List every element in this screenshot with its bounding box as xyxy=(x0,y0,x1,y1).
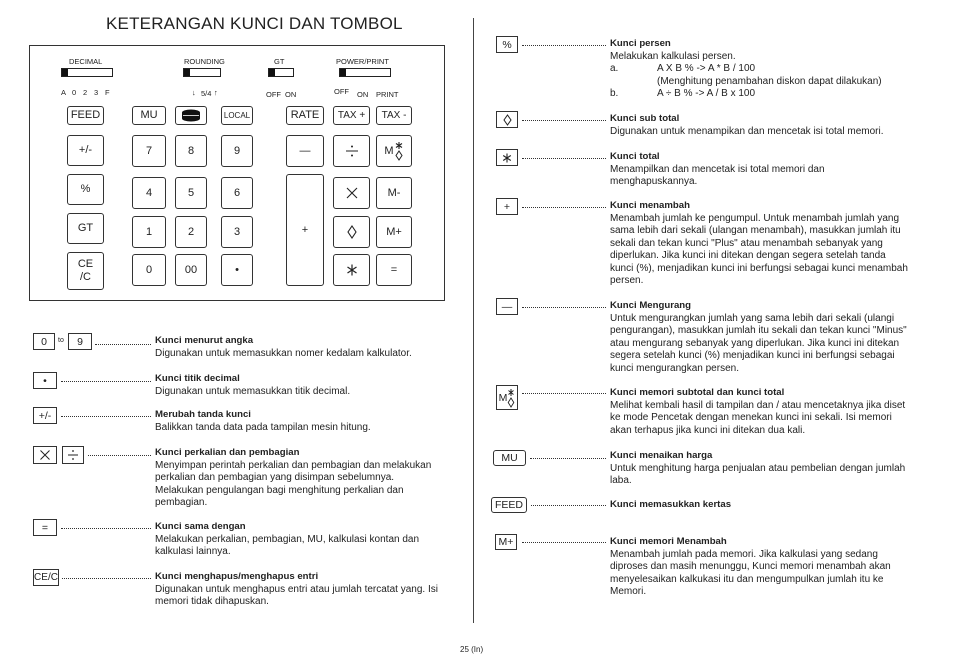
entry-desc-line: atau mengurang sebanyak yang diperlukan. Jika kunci ini ditekan xyxy=(610,337,900,349)
key-5[interactable]: 5 xyxy=(175,177,207,209)
entry-digit-keys xyxy=(155,335,465,360)
formula-a-note-row xyxy=(610,76,930,89)
entry-desc-line: persen. xyxy=(610,275,644,286)
key-7[interactable]: 7 xyxy=(132,135,166,167)
gt-switch[interactable] xyxy=(268,68,294,77)
entry-desc-line: Digunakan untuk memasukkan titik decimal. xyxy=(155,385,351,397)
decimal-tick-2: 2 xyxy=(83,88,88,97)
decimal-tick-a: A xyxy=(61,88,67,97)
legend-key-0: 0 xyxy=(33,333,55,350)
m-subtotal-total-key[interactable] xyxy=(376,135,412,167)
entry-heading: Kunci persen xyxy=(610,38,671,49)
m-key-label: M xyxy=(498,391,508,404)
calculator-panel xyxy=(29,45,445,301)
percent-key[interactable]: % xyxy=(67,174,104,205)
legend-key-equals: = xyxy=(33,519,57,536)
mu-key[interactable]: MU xyxy=(132,106,166,125)
asterisk-icon xyxy=(502,153,512,163)
entry-equals-key xyxy=(155,521,465,559)
leader-dots xyxy=(95,344,151,345)
legend-key-mu: MU xyxy=(493,450,526,466)
leader-dots xyxy=(531,505,606,506)
entry-desc-line: perkalian dan pembagian yang disimpan sebelumnya. xyxy=(155,472,395,483)
entry-desc-line: sama lebih dari sekali (ulangan menambah), masukkan jumlah itu xyxy=(610,225,901,236)
leader-dots xyxy=(61,528,151,529)
entry-desc-line: Menyimpan perintah perkalian dan pembagian dan melakukan xyxy=(155,459,432,471)
multiply-icon xyxy=(39,449,51,461)
legend-key-plus-minus: +/- xyxy=(33,407,57,424)
gt-tick-on: ON xyxy=(285,90,297,99)
entry-desc-line: Digunakan untuk menghapus entri atau jumlah tercatat yang. Isi xyxy=(155,583,438,595)
entry-heading: Kunci menambah xyxy=(610,200,690,211)
legend-key-subtotal xyxy=(496,111,518,128)
entry-desc-line: Melakukan pengulangan bagi menghitung perkalian dan xyxy=(155,484,404,496)
leader-dots xyxy=(62,578,151,579)
entry-m-plus-key xyxy=(610,536,930,599)
leader-dots xyxy=(522,158,606,159)
entry-desc-line: Digunakan untuk menampikan dan mencetak isi total memori. xyxy=(610,125,884,137)
key-6[interactable]: 6 xyxy=(221,177,253,209)
entry-desc-line: ke mode Pencetak dengan menekan kunci ini sekali. Isi memori xyxy=(610,412,892,423)
key-8[interactable]: 8 xyxy=(175,135,207,167)
power-print-switch[interactable] xyxy=(339,68,391,77)
key-1[interactable]: 1 xyxy=(132,216,166,248)
key-4[interactable]: 4 xyxy=(132,177,166,209)
leader-dots xyxy=(522,207,606,208)
minus-key[interactable]: — xyxy=(286,135,324,167)
m-key-label: M xyxy=(384,144,394,157)
entry-desc-line: Digunakan untuk memasukkan nomer kedalam kalkulator. xyxy=(155,347,412,359)
entry-heading: Kunci total xyxy=(610,151,660,162)
rate-key[interactable]: RATE xyxy=(286,106,324,125)
entry-desc-line: Untuk mengurangkan jumlah yang sama lebih dari sekali (ulangi xyxy=(610,312,895,324)
rounding-switch[interactable] xyxy=(183,68,221,77)
entry-heading: Kunci titik decimal xyxy=(155,373,240,384)
entry-heading: Kunci sama dengan xyxy=(155,521,246,532)
entry-plus-key xyxy=(610,200,930,288)
asterisk-icon xyxy=(346,264,358,276)
entry-feed-key xyxy=(610,499,930,512)
legend-key-multiply xyxy=(33,446,57,464)
key-3[interactable]: 3 xyxy=(221,216,253,248)
legend-to-label: to xyxy=(58,337,64,344)
equals-key[interactable]: = xyxy=(376,254,412,286)
entry-desc-line: sekali dan tekan kunci "Plus" atau menambah sebanyak yang xyxy=(610,237,883,249)
entry-desc-line: menyelesaikan kalkukasi itu dan mengumpulkan jumlah itu ke xyxy=(610,573,884,585)
formula-b-expr: A ÷ B % -> A / B x 100 xyxy=(657,88,756,99)
entry-heading: Kunci memori Menambah xyxy=(610,536,727,547)
decimal-tick-f: F xyxy=(105,88,110,97)
gt-label: GT xyxy=(274,57,285,66)
power-tick-on: ON xyxy=(357,90,369,99)
rounding-up-icon: ↑ xyxy=(214,88,218,97)
decimal-switch[interactable] xyxy=(61,68,113,77)
entry-sign-key xyxy=(155,409,465,434)
asterisk-diamond-icon xyxy=(507,388,515,408)
divide-icon xyxy=(67,449,79,461)
divide-icon xyxy=(345,144,359,158)
entry-m-subtotal-total-key xyxy=(610,387,930,437)
ce-c-key-line2: /C xyxy=(80,271,91,283)
multiply-icon xyxy=(345,186,359,200)
formula-b-row xyxy=(610,88,930,101)
key-2[interactable]: 2 xyxy=(175,216,207,248)
entry-desc-line: kunci (%), menjadikan kunci ini berfungsi sebagai kunci menambah xyxy=(610,262,908,274)
decimal-tick-0: 0 xyxy=(72,88,77,97)
legend-key-ce-c: CE/C xyxy=(33,569,59,586)
power-tick-off: OFF xyxy=(334,87,349,96)
legend-key-decimal: • xyxy=(33,372,57,389)
rounding-mid-label: 5/4 xyxy=(201,89,212,98)
page-title: KETERANGAN KUNCI DAN TOMBOL xyxy=(106,14,403,33)
entry-heading: Kunci menghapus/menghapus entri xyxy=(155,571,319,582)
entry-heading: Kunci memasukkan kertas xyxy=(610,499,732,510)
leader-dots xyxy=(522,542,606,543)
entry-desc-line: menghapuskannya. xyxy=(610,176,698,187)
entry-desc-line: segera setelah kunci (%) menjadikan kunci ini berfungsi sebagai xyxy=(610,350,895,361)
entry-desc-line: Melakukan perkalian, pembagian, MU, kalkulasi kontan dan xyxy=(155,533,420,545)
leader-dots xyxy=(522,120,606,121)
entry-desc-line: Menambah jumlah pada memori. Jika kalkulasi yang sedang xyxy=(610,548,878,560)
formula-a-label: a. xyxy=(610,63,619,74)
entry-total-key xyxy=(610,151,930,189)
page-number: 25 (In) xyxy=(460,645,484,654)
entry-desc-line: Memori. xyxy=(610,586,647,597)
leader-dots xyxy=(522,307,606,308)
legend-key-total xyxy=(496,149,518,166)
multiply-key[interactable] xyxy=(333,177,370,209)
leader-dots xyxy=(61,416,151,417)
entry-heading: Kunci memori subtotal dan kunci total xyxy=(610,387,785,398)
leader-dots xyxy=(88,455,151,456)
entry-heading: Kunci Mengurang xyxy=(610,300,692,311)
legend-key-m-plus: M+ xyxy=(495,534,517,550)
subtotal-key[interactable] xyxy=(333,216,370,248)
entry-mu-key xyxy=(610,450,930,488)
local-key[interactable]: LOCAL xyxy=(221,106,253,125)
legend-key-plus: + xyxy=(496,198,518,215)
total-key[interactable] xyxy=(333,254,370,286)
entry-heading: Kunci menaikan harga xyxy=(610,450,713,461)
entry-heading: Kunci perkalian dan pembagian xyxy=(155,447,300,458)
ce-c-key[interactable] xyxy=(67,252,104,290)
coin-key[interactable] xyxy=(175,106,207,125)
formula-b-label: b. xyxy=(610,88,619,99)
diamond-icon xyxy=(503,114,512,126)
legend-key-feed: FEED xyxy=(491,497,527,513)
plus-minus-key[interactable]: +/- xyxy=(67,135,104,166)
entry-clear-key xyxy=(155,571,465,609)
leader-dots xyxy=(522,45,606,46)
legend-key-9: 9 xyxy=(68,333,92,350)
formula-a-row xyxy=(610,63,930,76)
entry-desc-line: Menambah jumlah ke pengumpul. Untuk menambah jumlah yang xyxy=(610,212,900,224)
m-plus-key[interactable]: M+ xyxy=(376,216,412,248)
entry-desc-line: laba. xyxy=(610,475,632,486)
entry-desc-line: kunci mengurangkan persen. xyxy=(610,362,739,374)
entry-multiply-divide xyxy=(155,447,465,510)
legend-key-minus: — xyxy=(496,298,518,315)
formula-a-note: (Menghitung penambahan diskon dapat dilakukan) xyxy=(657,75,882,87)
ce-c-key-line1: CE xyxy=(77,258,94,270)
legend-key-m-subtotal-total xyxy=(496,385,518,410)
entry-desc-line: akan terhapus jika kunci ini ditekan dua kali. xyxy=(610,424,806,436)
entry-desc-line: diproses dan masih menunggu, Kunci memori menambah akan xyxy=(610,561,891,572)
entry-desc-line: Menampilkan dan mencetak isi total memori dan xyxy=(610,163,825,175)
key-decimal-point[interactable]: • xyxy=(221,254,253,286)
feed-key[interactable]: FEED xyxy=(67,106,104,125)
key-9[interactable]: 9 xyxy=(221,135,253,167)
gt-key[interactable]: GT xyxy=(67,213,104,244)
entry-desc-line: Balikkan tanda data pada tampilan mesin hitung. xyxy=(155,421,371,433)
key-00[interactable]: 00 xyxy=(175,254,207,286)
entry-desc-line: Untuk menghitung harga penjualan atau pembelian dengan jumlah xyxy=(610,462,906,474)
power-tick-print: PRINT xyxy=(376,90,399,99)
entry-desc-line: diperlukan. Jika kunci ini ditekan dengan segera setelah tanda xyxy=(610,250,886,261)
leader-dots xyxy=(530,458,606,459)
decimal-tick-3: 3 xyxy=(94,88,99,97)
plus-key[interactable]: + xyxy=(286,174,324,286)
key-0[interactable]: 0 xyxy=(132,254,166,286)
entry-desc-line: pengurangan), masukkan jumlah itu sekali dan tekan kunci "Minus" xyxy=(610,325,907,336)
entry-percent-key xyxy=(610,38,930,101)
power-print-label: POWER/PRINT xyxy=(336,57,389,66)
legend-key-divide xyxy=(62,446,84,464)
entry-desc-line: memori tidak dihapuskan. xyxy=(155,596,269,607)
formula-a-expr: A X B % -> A * B / 100 xyxy=(657,63,756,74)
gt-tick-off: OFF xyxy=(266,90,281,99)
leader-dots xyxy=(522,393,606,394)
rounding-label: ROUNDING xyxy=(184,57,225,66)
m-minus-key[interactable]: M- xyxy=(376,177,412,209)
entry-desc-line: kalkulasi lainnya. xyxy=(155,546,231,557)
tax-minus-key[interactable]: TAX - xyxy=(376,106,412,125)
diamond-icon xyxy=(347,225,357,239)
legend-key-percent: % xyxy=(496,36,518,53)
entry-heading: Kunci sub total xyxy=(610,113,680,124)
decimal-label: DECIMAL xyxy=(69,57,103,66)
leader-dots xyxy=(61,381,151,382)
entry-desc-line: pembagian. xyxy=(155,497,208,508)
entry-decimal-key xyxy=(155,373,465,398)
entry-subtotal-key xyxy=(610,113,930,138)
divide-key[interactable] xyxy=(333,135,370,167)
column-divider xyxy=(473,18,474,623)
rounding-down-icon: ↓ xyxy=(192,88,196,97)
tax-plus-key[interactable]: TAX + xyxy=(333,106,370,125)
entry-desc-line: Melihat kembali hasil di tampilan dan / atau mencetaknya jika diset xyxy=(610,399,906,411)
coin-stack-icon xyxy=(180,109,202,123)
entry-desc-line: Melakukan kalkulasi persen. xyxy=(610,50,736,62)
entry-minus-key xyxy=(610,300,930,375)
entry-heading: Merubah tanda kunci xyxy=(155,409,251,420)
entry-heading: Kunci menurut angka xyxy=(155,335,254,346)
asterisk-diamond-icon xyxy=(394,141,404,161)
